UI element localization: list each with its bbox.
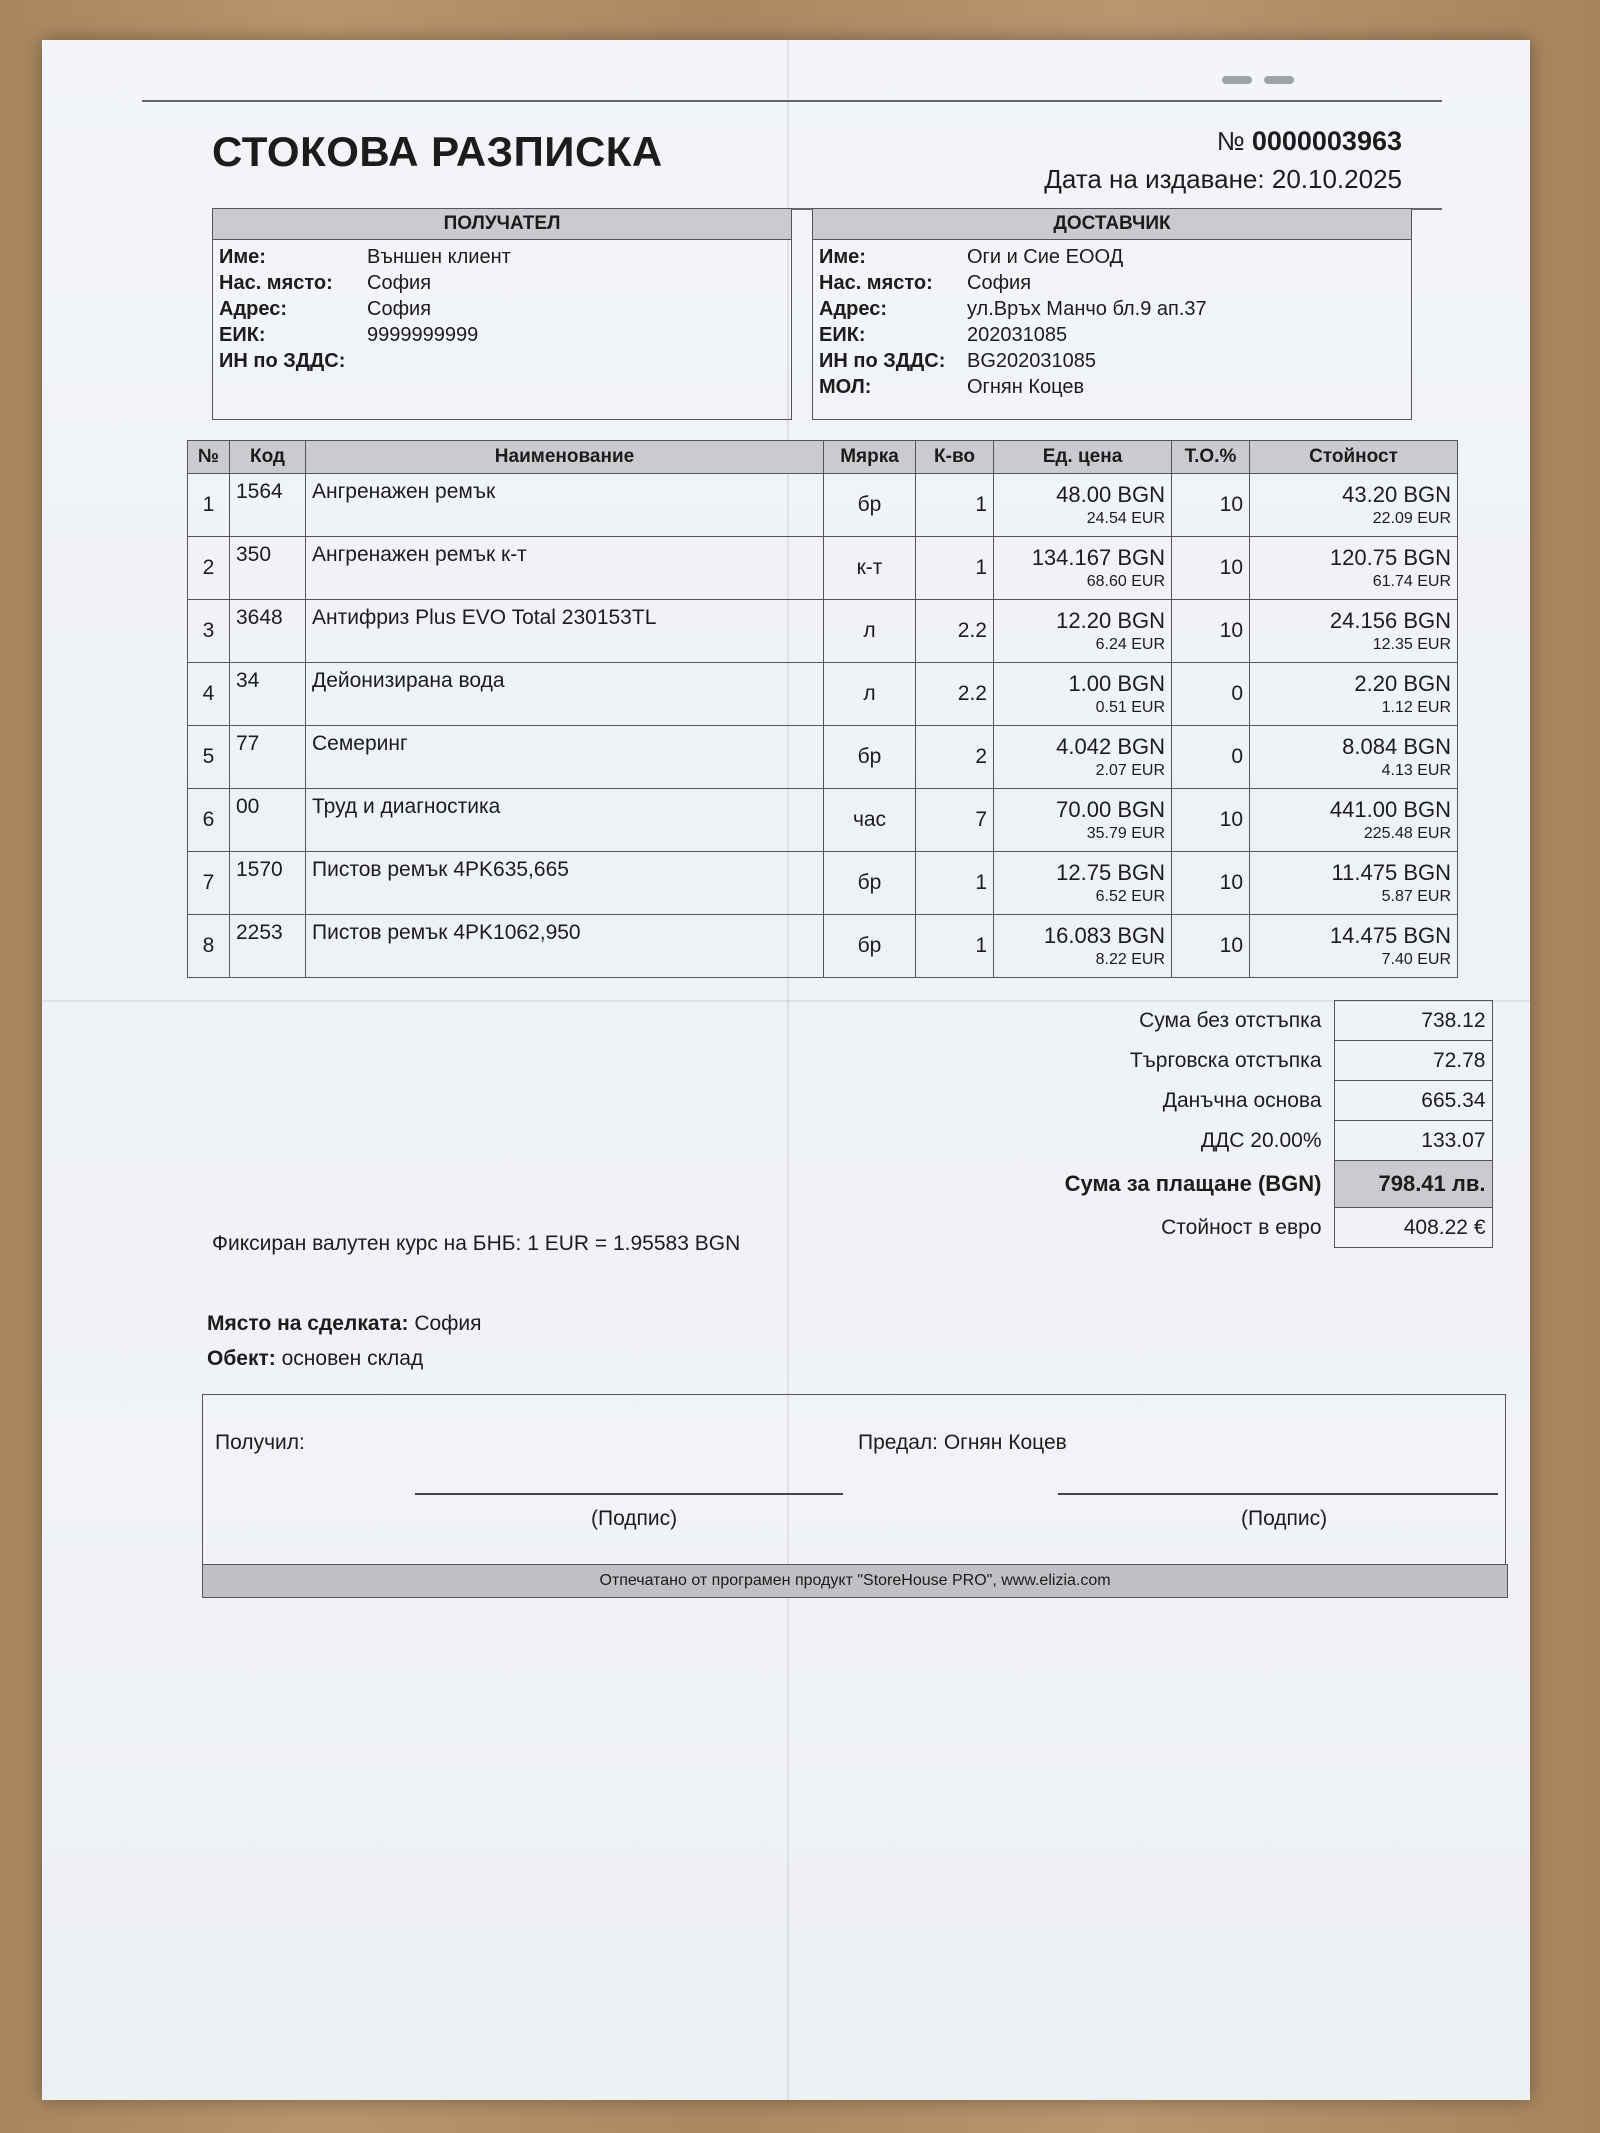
staple-hole [1222,76,1252,84]
supplier-row [819,348,1215,374]
item-code: 34 [230,663,306,726]
vat-label: ДДС 20.00% [1200,1128,1322,1152]
recipient-row [219,244,519,270]
unit-price-bgn: 48.00 BGN [1056,482,1165,507]
received-signature-caption: (Подпис) [591,1507,678,1530]
item-name: Семеринг [306,726,824,789]
unit-price-eur: 24.54 EUR [1086,510,1165,527]
receipt-paper [42,40,1530,2100]
item-unit: бр [824,852,916,915]
field-label: Нас. място: [819,271,933,294]
totals-row-vat [942,1121,1492,1161]
supplier-row [819,270,1215,296]
document-number-label: № [1216,126,1245,156]
value-bgn: 24.156 BGN [1329,608,1451,633]
document-number-value: 0000003963 [1251,126,1402,156]
item-code: 77 [230,726,306,789]
issue-date-label: Дата на издаване: [1044,164,1265,194]
discount-label: Търговска отстъпка [1129,1048,1322,1072]
handed-signature-line [1058,1493,1498,1495]
item-name: Ангренажен ремък к-т [306,537,824,600]
field-label: Име: [219,245,266,268]
value-eur: 5.87 EUR [1381,888,1451,905]
item-unit: л [824,600,916,663]
issue-date-value: 20.10.2025 [1271,164,1402,194]
col-header-unit: Мярка [824,441,916,474]
item-unit-price [994,726,1172,789]
field-value: ул.Връх Манчо бл.9 ап.37 [967,297,1207,320]
field-value: 9999999999 [367,323,479,346]
field-value [367,348,519,374]
value-bgn: 8.084 BGN [1342,734,1451,759]
item-value [1250,726,1458,789]
field-label: ЕИК: [219,323,266,346]
deal-object-value: основен склад [281,1347,424,1370]
field-label: Нас. място: [219,271,333,294]
item-discount: 10 [1172,915,1250,978]
payable-value: 798.41 лв. [1334,1161,1492,1208]
top-rule [142,100,1442,102]
recipient-row [219,322,519,348]
col-header-qty: К-во [916,441,994,474]
euro-value: 408.22 € [1334,1208,1492,1248]
item-unit: л [824,663,916,726]
field-value: София [367,271,432,294]
item-name: Пистов ремък 4PK1062,950 [306,915,824,978]
col-header-name: Наименование [306,441,824,474]
table-row [188,852,1458,915]
discount-value: 72.78 [1334,1041,1492,1081]
item-value [1250,915,1458,978]
item-unit-price [994,600,1172,663]
recipient-row [219,348,519,374]
table-row [188,726,1458,789]
value-eur: 225.48 EUR [1363,825,1451,842]
tax-base-label: Данъчна основа [1162,1088,1322,1112]
field-value: София [367,297,432,320]
item-name: Антифриз Plus EVO Total 230153TL [306,600,824,663]
unit-price-eur: 6.24 EUR [1095,636,1165,653]
unit-price-eur: 35.79 EUR [1086,825,1165,842]
supplier-row [819,322,1215,348]
item-name: Дейонизирана вода [306,663,824,726]
table-row [188,915,1458,978]
row-number: 1 [188,474,230,537]
item-name: Ангренажен ремък [306,474,824,537]
col-header-value: Стойност [1250,441,1458,474]
row-number: 2 [188,537,230,600]
item-qty: 1 [916,852,994,915]
unit-price-eur: 2.07 EUR [1095,762,1165,779]
items-header-row [188,441,1458,474]
item-code: 1570 [230,852,306,915]
deal-place-value: София [414,1312,482,1335]
field-value: Огнян Коцев [967,375,1085,398]
item-value [1250,600,1458,663]
row-number: 5 [188,726,230,789]
field-label: ЕИК: [819,323,866,346]
row-number: 8 [188,915,230,978]
euro-label: Стойност в евро [1161,1215,1322,1239]
supplier-fields [819,244,1215,400]
totals-row-discount [942,1041,1492,1081]
item-unit: бр [824,474,916,537]
item-unit-price [994,474,1172,537]
field-label: ИН по ЗДДС: [819,349,946,372]
document-title: СТОКОВА РАЗПИСКА [212,128,663,175]
item-unit-price [994,915,1172,978]
item-discount: 10 [1172,600,1250,663]
field-label: Адрес: [819,297,887,320]
field-label: ИН по ЗДДС: [219,349,346,372]
item-qty: 7 [916,789,994,852]
item-unit: час [824,789,916,852]
value-bgn: 43.20 BGN [1342,482,1451,507]
field-value: Външен клиент [367,245,511,268]
issue-date [1044,164,1402,195]
totals-row-euro [942,1208,1492,1248]
col-header-discount: Т.О.% [1172,441,1250,474]
deal-object [207,1347,423,1371]
supplier-header: ДОСТАВЧИК [813,209,1411,240]
item-qty: 1 [916,915,994,978]
unit-price-bgn: 134.167 BGN [1031,545,1165,570]
vat-value: 133.07 [1334,1121,1492,1161]
item-name: Труд и диагностика [306,789,824,852]
value-bgn: 120.75 BGN [1329,545,1451,570]
unit-price-eur: 6.52 EUR [1095,888,1165,905]
row-number: 7 [188,852,230,915]
totals-table [942,1000,1493,1248]
subtotal-value: 738.12 [1334,1001,1492,1041]
item-discount: 10 [1172,537,1250,600]
value-eur: 61.74 EUR [1372,573,1451,590]
unit-price-eur: 0.51 EUR [1095,699,1165,716]
item-code: 3648 [230,600,306,663]
item-qty: 2 [916,726,994,789]
recipient-row [219,270,519,296]
recipient-row [219,296,519,322]
item-qty: 1 [916,474,994,537]
item-qty: 2.2 [916,663,994,726]
unit-price-eur: 8.22 EUR [1095,951,1165,968]
handed-by-label: Предал: Огнян Коцев [858,1431,1067,1454]
field-label: Име: [819,245,866,268]
item-code: 2253 [230,915,306,978]
item-value [1250,789,1458,852]
field-value: 202031085 [967,323,1068,346]
item-unit: бр [824,726,916,789]
unit-price-bgn: 12.20 BGN [1056,608,1165,633]
received-by-label: Получил: [215,1431,305,1454]
recipient-header: ПОЛУЧАТЕЛ [213,209,791,240]
staple-hole [1264,76,1294,84]
item-discount: 0 [1172,663,1250,726]
col-header-code: Код [230,441,306,474]
document-number [1217,126,1402,157]
printed-by-footer: Отпечатано от програмен продукт "StoreHouse PRO", www.elizia.com [202,1564,1508,1598]
item-unit: бр [824,915,916,978]
totals-row-tax-base [942,1081,1492,1121]
field-value: Оги и Сие ЕООД [967,245,1124,268]
value-eur: 22.09 EUR [1372,510,1451,527]
item-qty: 1 [916,537,994,600]
item-name: Пистов ремък 4PK635,665 [306,852,824,915]
item-discount: 0 [1172,726,1250,789]
item-value [1250,663,1458,726]
deal-place-label: Място на сделката: [207,1312,409,1335]
item-discount: 10 [1172,789,1250,852]
item-unit-price [994,663,1172,726]
field-label: МОЛ: [819,375,872,398]
unit-price-bgn: 4.042 BGN [1056,734,1165,759]
unit-price-bgn: 70.00 BGN [1056,797,1165,822]
row-number: 4 [188,663,230,726]
unit-price-eur: 68.60 EUR [1086,573,1165,590]
items-body [188,474,1458,978]
exchange-rate-note: Фиксиран валутен курс на БНБ: 1 EUR = 1.95583 BGN [212,1232,741,1255]
table-row [188,474,1458,537]
supplier-row [819,374,1215,400]
value-eur: 12.35 EUR [1372,636,1451,653]
value-bgn: 441.00 BGN [1329,797,1451,822]
value-eur: 1.12 EUR [1381,699,1451,716]
tax-base-value: 665.34 [1334,1081,1492,1121]
unit-price-bgn: 16.083 BGN [1043,923,1165,948]
item-code: 1564 [230,474,306,537]
value-bgn: 2.20 BGN [1354,671,1451,696]
payable-label: Сума за плащане (BGN) [1064,1171,1322,1196]
supplier-box [812,208,1412,420]
field-value: BG202031085 [967,349,1097,372]
item-value [1250,852,1458,915]
value-eur: 7.40 EUR [1381,951,1451,968]
unit-price-bgn: 12.75 BGN [1056,860,1165,885]
totals-row-subtotal [942,1001,1492,1041]
table-row [188,789,1458,852]
table-row [188,537,1458,600]
field-value: София [967,271,1032,294]
item-unit-price [994,852,1172,915]
item-discount: 10 [1172,474,1250,537]
signature-box [202,1394,1506,1566]
item-unit-price [994,537,1172,600]
table-row [188,600,1458,663]
unit-price-bgn: 1.00 BGN [1068,671,1165,696]
deal-object-label: Обект: [207,1347,276,1370]
item-code: 00 [230,789,306,852]
col-header-no: № [188,441,230,474]
col-header-unit-price: Ед. цена [994,441,1172,474]
item-discount: 10 [1172,852,1250,915]
item-unit-price [994,789,1172,852]
totals-row-payable [942,1161,1492,1208]
recipient-fields [219,244,519,374]
item-qty: 2.2 [916,600,994,663]
field-label: Адрес: [219,297,287,320]
supplier-row [819,296,1215,322]
item-value [1250,474,1458,537]
value-bgn: 11.475 BGN [1331,860,1451,885]
value-bgn: 14.475 BGN [1329,923,1451,948]
deal-place [207,1312,482,1336]
item-unit: к-т [824,537,916,600]
item-code: 350 [230,537,306,600]
subtotal-label: Сума без отстъпка [1139,1008,1322,1032]
supplier-row [819,244,1215,270]
recipient-box [212,208,792,420]
table-row [188,663,1458,726]
row-number: 3 [188,600,230,663]
items-table [187,440,1458,978]
handed-signature-caption: (Подпис) [1241,1507,1328,1530]
value-eur: 4.13 EUR [1381,762,1451,779]
row-number: 6 [188,789,230,852]
item-value [1250,537,1458,600]
received-signature-line [415,1493,843,1495]
